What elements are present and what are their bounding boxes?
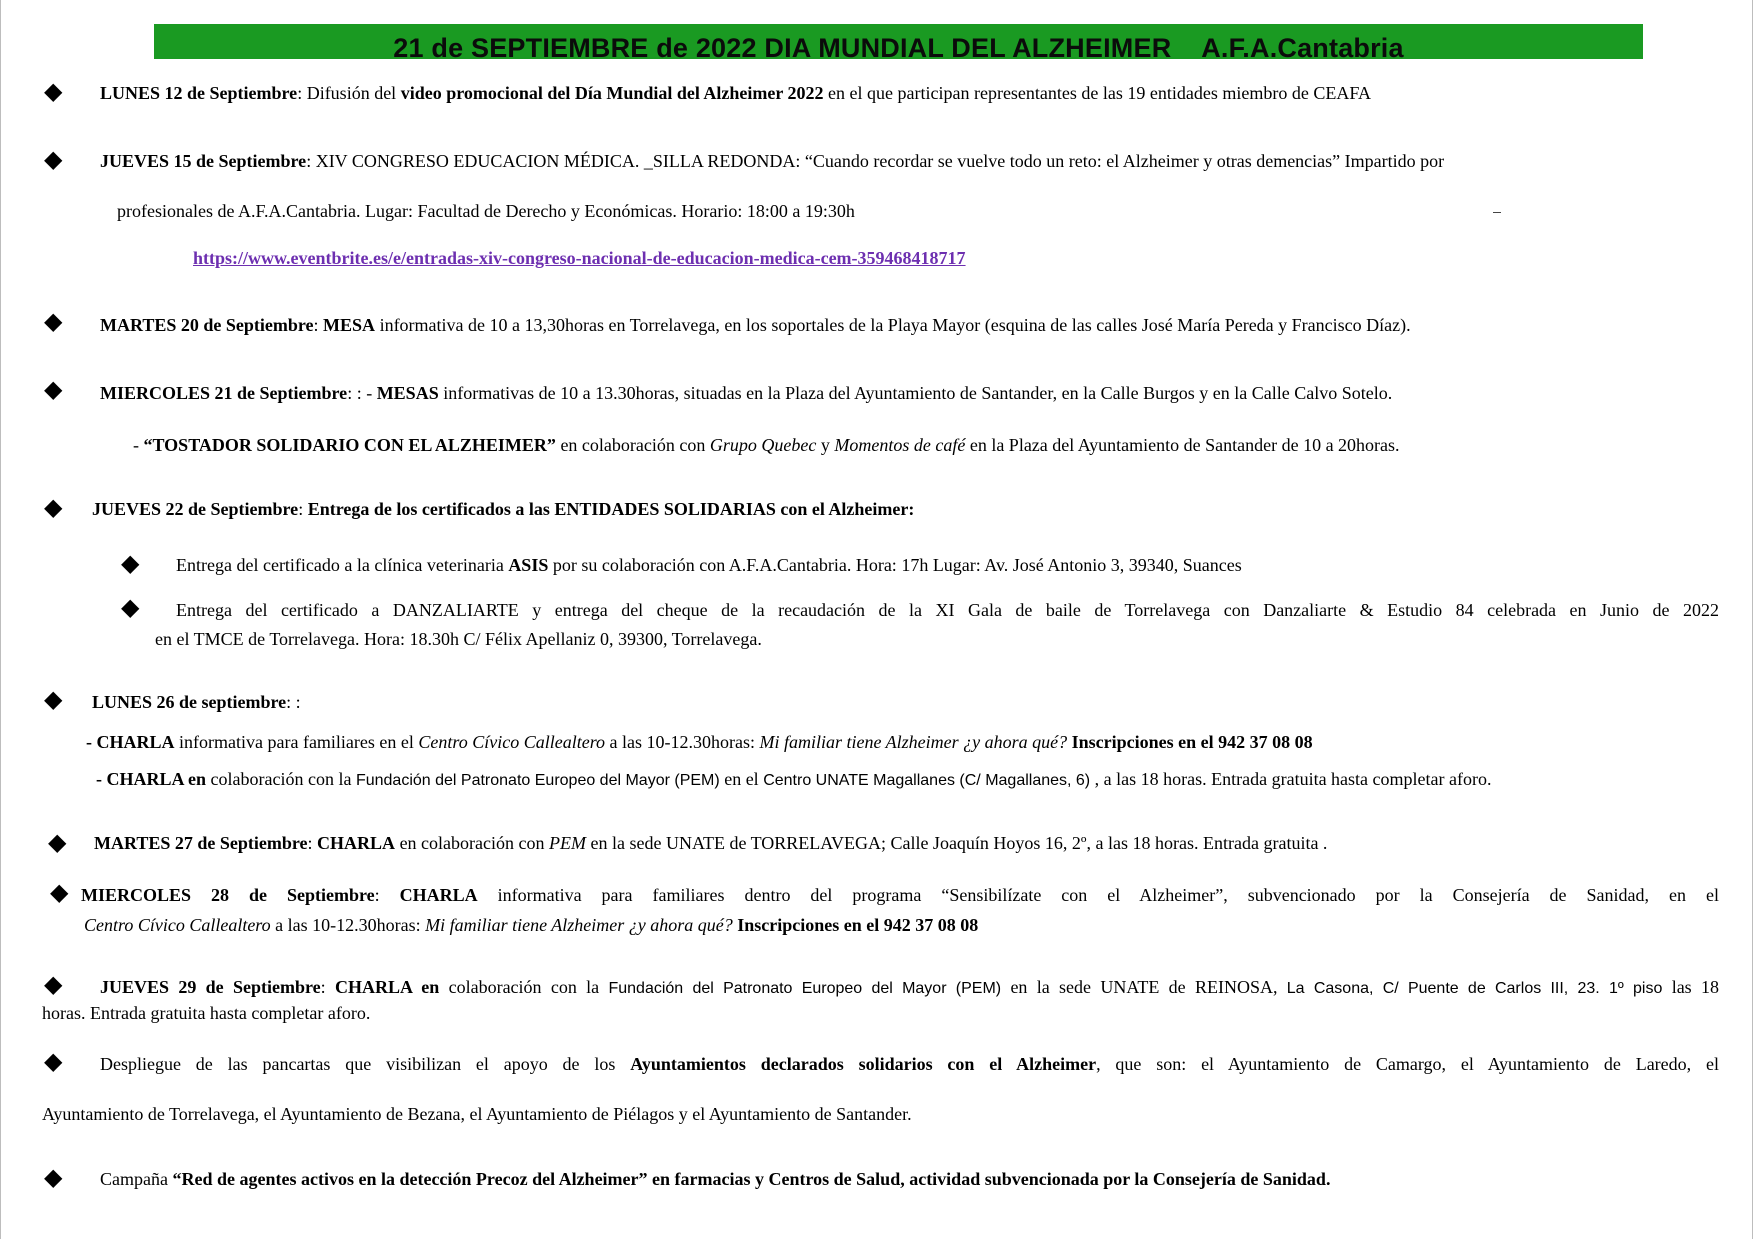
item-jueves-22-danzaliarte-line2: en el TMCE de Torrelavega. Hora: 18.30h C/ Félix Apellaniz 0, 39300, Torrelavega. (155, 629, 762, 649)
item-day: LUNES 26 de septiembre (92, 692, 287, 712)
item-day: JUEVES 22 de Septiembre (92, 499, 299, 519)
item-day: MIERCOLES 28 de Septiembre (81, 885, 375, 905)
item-text: : : (286, 692, 301, 712)
item-lunes-26 (92, 691, 301, 713)
eventbrite-link[interactable]: https://www.eventbrite.es/e/entradas-xiv-congreso-nacional-de-educacion-medica-cem-359468418717 (193, 248, 966, 268)
item-bold-text: Ayuntamientos declarados solidarios con el Alzheimer (630, 1054, 1097, 1074)
item-day: LUNES 12 de Septiembre (100, 83, 298, 103)
item-text: por su colaboración con A.F.A.Cantabria. Hora: 17h Lugar: Av. José Antonio 3, 39340, Suances (548, 555, 1242, 575)
item-jueves-22-danzaliarte: Entrega del certificado a DANZALIARTE y entrega del cheque de la recaudación de la XI Gala de baile de Torrelavega con Danzaliarte & Estudio 84 celebrada en Junio de 2022 (176, 600, 1719, 620)
item-text: : (320, 977, 335, 997)
item-sans-text: Fundación del Patronato Europeo del Mayor (PEM) (608, 980, 1002, 997)
item-martes-20 (100, 314, 1411, 336)
item-text: en la Plaza del Ayuntamiento de Santander de 10 a 20horas. (965, 435, 1400, 455)
title-banner (154, 24, 1643, 59)
item-bold-text: Inscripciones en el 942 37 08 08 (732, 915, 979, 935)
item-bold-text: Entrega de los certificados a las ENTIDADES SOLIDARIAS con el Alzheimer: (307, 499, 915, 519)
item-bold-text: ASIS (508, 555, 549, 575)
item-sans-text: Centro UNATE Magallanes (C/ Magallanes, 6) (763, 772, 1091, 789)
item-text: : Difusión del (297, 83, 401, 103)
item-despliegue-line2: Ayuntamiento de Torrelavega, el Ayuntamiento de Bezana, el Ayuntamiento de Piélagos y el Ayuntamiento de Santander. (42, 1104, 912, 1124)
item-italic-text: Mi familiar tiene Alzheimer ¿y ahora qué? (759, 732, 1068, 752)
item-bold-text: MESAS (376, 383, 439, 403)
item-text: en la sede UNATE de TORRELAVEGA; Calle Joaquín Hoyos 16, 2º, a las 18 horas. Entrada gratuita . (585, 833, 1328, 853)
item-campana (100, 1168, 1330, 1190)
item-text: : XIV CONGRESO EDUCACION MÉDICA. _SILLA REDONDA: “Cuando recordar se vuelve todo un reto: el Alzheimer y otras demencias” Impartido por (306, 151, 1445, 171)
item-text: en colaboración con (395, 833, 549, 853)
item-text: : (298, 499, 308, 519)
item-bold-text: CHARLA (317, 833, 396, 853)
item-text: Despliegue de las pancartas que visibilizan el apoyo de los (100, 1054, 631, 1074)
item-italic-text: Centro Cívico Callealtero (84, 915, 271, 935)
item-italic-text: Grupo Quebec (709, 435, 817, 455)
item-despliegue (100, 1053, 1719, 1075)
item-italic-text: Centro Cívico Callealtero (418, 732, 606, 752)
item-text: informativa para familiares en el (174, 732, 419, 752)
item-text: en el que participan representantes de las 19 entidades miembro de CEAFA (823, 83, 1372, 103)
item-day: JUEVES 29 de Septiembre (100, 977, 321, 997)
item-day: MARTES 20 de Septiembre (100, 315, 314, 335)
item-text: - (133, 435, 144, 455)
event-link-container (193, 247, 966, 269)
item-bold-text: Inscripciones en el 942 37 08 08 (1071, 732, 1313, 752)
item-jueves-15-line2: profesionales de A.F.A.Cantabria. Lugar: Facultad de Derecho y Económicas. Horario: 18:00 a 19:30h (117, 201, 855, 221)
diamond-bullet-icon: ◆ (44, 375, 63, 403)
item-text: a las 10-12.30horas: (605, 732, 760, 752)
item-jueves-22-asis (176, 554, 1242, 576)
item-text: , a las 18 horas. Entrada gratuita hasta completar aforo. (1090, 769, 1492, 789)
item-text: informativas de 10 a 13.30horas, situadas en la Plaza del Ayuntamiento de Santander, en la Calle Burgos y en la Calle Calvo Sotelo. (438, 383, 1393, 403)
item-text: : (307, 833, 318, 853)
item-bold-text: video promocional del Día Mundial del Alzheimer 2022 (400, 83, 824, 103)
item-bold-text: - CHARLA en (96, 769, 207, 789)
item-text: informativa de 10 a 13,30horas en Torrelavega, en los soportales de la Playa Mayor (esquina de las calles José María Pereda y Francisco Díaz). (375, 315, 1411, 335)
diamond-bullet-icon: ◆ (44, 685, 63, 713)
item-lunes-26-charla-1 (86, 731, 1313, 753)
stray-dash (1493, 212, 1501, 213)
diamond-bullet-icon: ◆ (121, 593, 140, 621)
item-text: colaboración con la (206, 769, 356, 789)
item-text: informativa para familiares dentro del programa “Sensibilízate con el Alzheimer”, subvencionado por la Consejería de Sanidad, en el (477, 885, 1719, 905)
item-text: Entrega del certificado a la clínica veterinaria (176, 555, 509, 575)
item-italic-text: Momentos de café (834, 435, 966, 455)
item-sans-text: La Casona, C/ Puente de Carlos III, 23. 1º piso (1286, 980, 1663, 997)
item-lunes-12 (100, 82, 1371, 104)
diamond-bullet-icon: ◆ (44, 145, 63, 173)
item-miercoles-28 (81, 884, 1719, 906)
diamond-bullet-icon: ◆ (44, 493, 63, 521)
diamond-bullet-icon: ◆ (44, 307, 63, 335)
item-bold-text: “Red de agentes activos en la detección Precoz del Alzheimer” en farmacias y Centros de Salud, actividad subvencionada por la Consejería de Sanidad. (172, 1169, 1331, 1189)
item-italic-text: PEM (549, 833, 586, 853)
item-lunes-26-charla-2 (96, 768, 1491, 792)
diamond-bullet-icon: ◆ (48, 828, 67, 856)
item-text: Campaña (100, 1169, 173, 1189)
item-bold-text: “TOSTADOR SOLIDARIO CON EL ALZHEIMER” (143, 435, 556, 455)
item-text: : (313, 315, 324, 335)
item-text: : (374, 885, 400, 905)
item-miercoles-21-tostador (133, 434, 1400, 456)
diamond-bullet-icon: ◆ (50, 878, 69, 906)
item-jueves-15 (100, 150, 1444, 172)
diamond-bullet-icon: ◆ (44, 77, 63, 105)
page-title: 21 de SEPTIEMBRE de 2022 DIA MUNDIAL DEL ALZHEIMER A.F.A.Cantabria (393, 33, 1404, 59)
diamond-bullet-icon: ◆ (44, 970, 63, 998)
item-martes-27 (94, 832, 1327, 854)
item-miercoles-28-line2 (84, 914, 978, 936)
item-day: MARTES 27 de Septiembre (94, 833, 308, 853)
item-jueves-29-line2: horas. Entrada gratuita hasta completar aforo. (42, 1003, 371, 1023)
diamond-bullet-icon: ◆ (44, 1047, 63, 1075)
item-miercoles-21 (100, 382, 1392, 404)
item-jueves-22 (92, 498, 914, 520)
item-text: , que son: el Ayuntamiento de Camargo, el Ayuntamiento de Laredo, el (1096, 1054, 1719, 1074)
item-italic-text: Mi familiar tiene Alzheimer ¿y ahora qué? (425, 915, 733, 935)
item-text: las 18 (1662, 977, 1719, 997)
item-bold-text: - CHARLA (86, 732, 175, 752)
item-text: : : - (347, 383, 377, 403)
item-bold-text: CHARLA en (334, 977, 440, 997)
item-sans-text: Fundación del Patronato Europeo del Mayor (PEM) (355, 772, 720, 789)
item-day: JUEVES 15 de Septiembre (100, 151, 307, 171)
diamond-bullet-icon: ◆ (121, 549, 140, 577)
item-jueves-29 (100, 976, 1719, 1000)
diamond-bullet-icon: ◆ (44, 1163, 63, 1191)
item-text: y (816, 435, 835, 455)
item-bold-text: CHARLA (399, 885, 478, 905)
item-bold-text: MESA (323, 315, 376, 335)
item-text: en el (719, 769, 764, 789)
item-day: MIERCOLES 21 de Septiembre (100, 383, 348, 403)
item-text: en la sede UNATE de REINOSA, (1001, 977, 1287, 997)
item-text: a las 10-12.30horas: (270, 915, 426, 935)
item-text: colaboración con la (439, 977, 609, 997)
item-text: en colaboración con (555, 435, 710, 455)
